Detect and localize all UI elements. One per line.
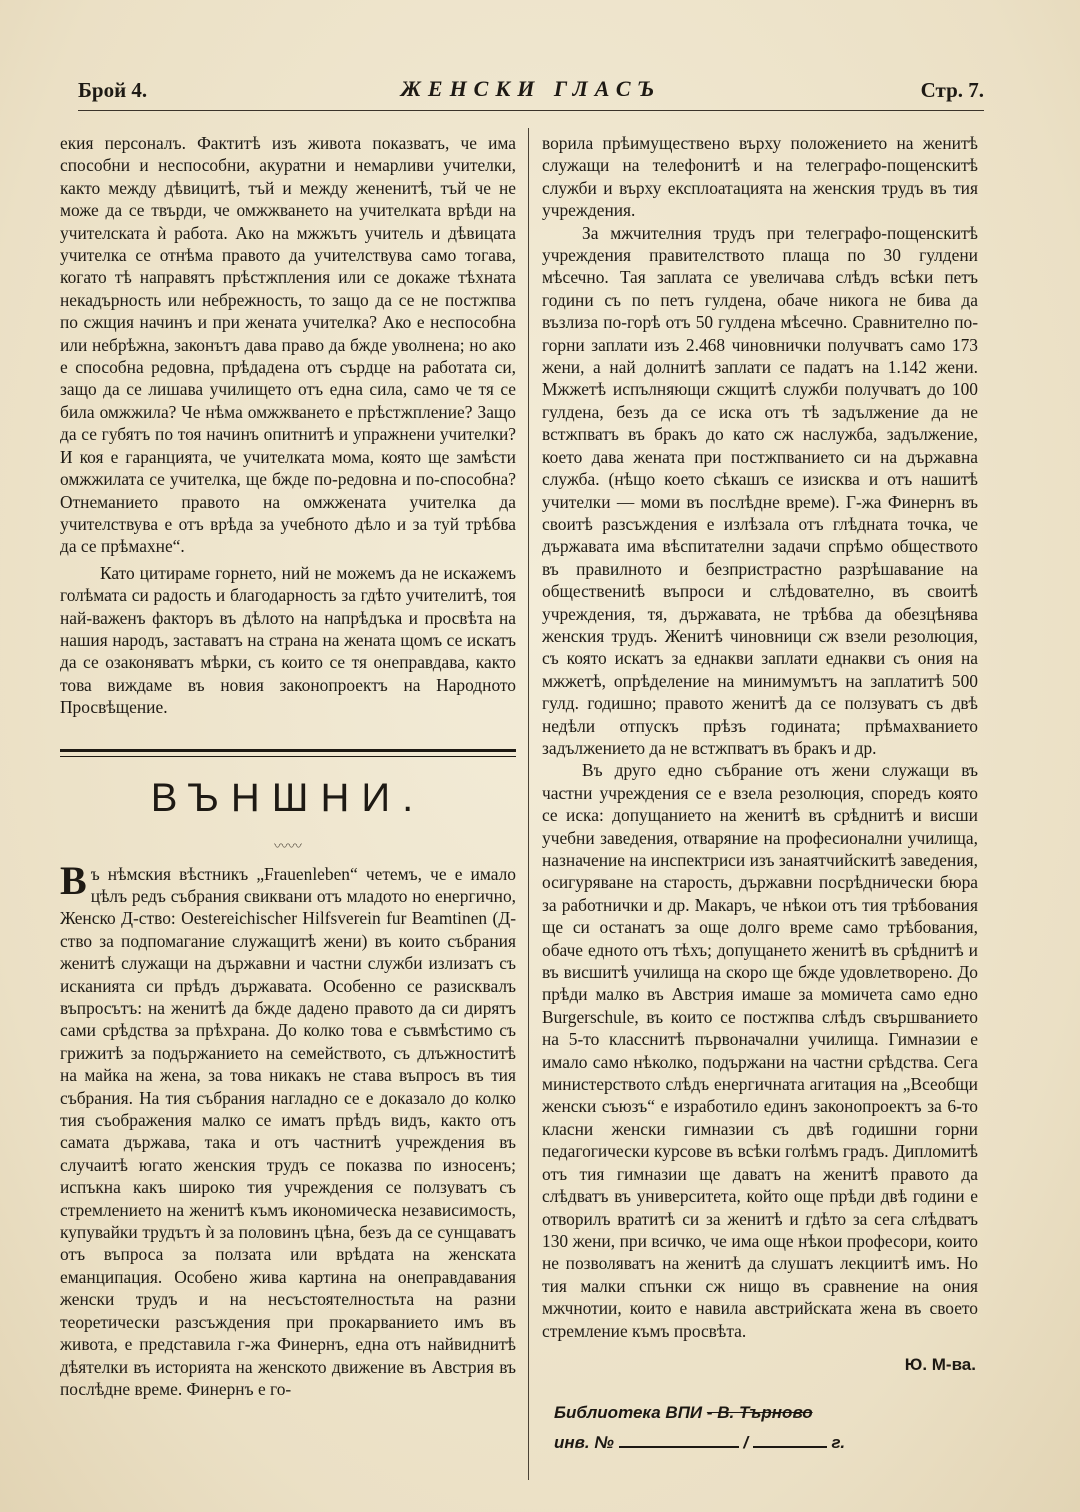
- page-header: [78, 70, 984, 111]
- stamp-separator: /: [743, 1433, 749, 1453]
- issue-number: Брой 4.: [78, 78, 148, 102]
- right-column: [542, 132, 978, 1458]
- article-paragraph-2: Като цитираме горнето, ний не можемъ да не искажемъ голѣмата си радость и благодарность за гдѣто учителитѣ, тоя най-важенъ факторъ въ дѣлото на напрѣдъка и просвѣта на нашия народъ, заставатъ на страна на жената щомъ се искатъ да се озаконяватъ мѣрки, съ които се тя онеправдава, както това виждаме въ новия законопроектъ на Народното Просвѣщение.: [60, 562, 516, 718]
- article-continuation: ворила прѣимуществено върху положението на женитѣ служащи на телефонитѣ и на телеграфо-пощенскитѣ служби и върху експлоатацията на женския трудъ въ тия учреждения.: [542, 133, 978, 221]
- stamp-year-suffix: г.: [831, 1433, 846, 1453]
- author-signature: Ю. М-ва.: [904, 1354, 976, 1374]
- left-column: [60, 132, 516, 1400]
- stamp-line-2: [554, 1428, 978, 1458]
- stamp-blank-year: [753, 1430, 827, 1448]
- stamp-line-1: [554, 1398, 978, 1428]
- foreign-news-paragraph: [60, 857, 516, 1401]
- stamp-blank-number: [619, 1430, 739, 1448]
- stamp-inventory-label: инв. №: [554, 1433, 614, 1453]
- page-number: Стр. 7.: [920, 78, 984, 102]
- section-rule: [60, 749, 516, 757]
- stamp-library-name: Библиотека ВПИ: [554, 1403, 703, 1423]
- article-paragraph-salaries: За мжчителния трудъ при телеграфо-пощенскитѣ учреждения правителството плаща по 30 гулдени мѣсечно. Тая заплата се увеличава слѣдъ всѣки петъ години съ по петъ гулдена, обаче никога не бива да възлиза по-горѣ отъ 50 гулдена мѣсечно. Сравнително по-горни заплати изъ 2.468 чиновнички получватъ само 173 жени, а най долнитѣ заплати се падатъ на 1.142 жени. Мжжетѣ испълняющи сжщитѣ служби получватъ до 100 гулдена, безъ да се иска отъ тѣ задължение да не встжпватъ въ бракъ до като сж наслужба, задължение, което дава жената при постжпванието си на държавна служба. (нѣщо което сѣкашъ се изисква и отъ нашитѣ учителки — моми въ послѣдне време). Г-жа Финернъ въ своитѣ разсъждения е излѣзала отъ глѣдната точка, че държавата има вѣспитателни задачи спрѣмо обществото въ правилното и безпристрастно разрѣшавание на обществениtѣ въпроси и слѣдователно, въ своитѣ учреждения, тя, държавата, не трѣбва да обезцѣнява женския трудъ. Женитѣ чиновници сж взели резолюция, съ която искатъ за еднакви заплати еднакви съ ония на мжжетѣ, опрѣделение на минимумътъ на заплатитѣ 500 гулд. годишно; правото женитѣ да се ползуватъ съ двѣ недѣли отпускъ прѣзъ годината; прѣмахванието задължението да не встжпватъ въ бракъ и др.: [542, 222, 978, 758]
- library-stamp: [554, 1398, 978, 1458]
- newspaper-title: ЖЕНСКИ ГЛАСЪ: [400, 76, 662, 101]
- ornament-divider: 〰〰: [274, 839, 302, 855]
- section-title: ВЪНШНИ.: [150, 775, 426, 820]
- article-paragraph-1: екия персоналъ. Фактитѣ изъ живота показватъ, че има способни и неспособни, акуратни и немарливи учителки, както между дѣвицитѣ, тъй и между жененитѣ, тъй че не може да се твърди, че омжжването на учителката врѣди на учителската ѝ работа. Ако на мжжътъ учитель и дѣвицата учителка се отнѣма правото да учителствува само тогава, когато тѣ направятъ прѣстжпления или се докаже тѣхната некадърность или небрежность, то защо да се не постжпва по сжщия начинъ и при жената учителка? Ако е неспособна или небрѣжна, законътъ дава право да бжде уволнена; но ако е способна редовна, прѣдадена отъ сърдце на работата си, защо да се лишава училището отъ една сила, само че тя се била омжжила? Че нѣма омжжването е прѣстжпление? Защо да се губятъ по тоя начинъ опитнитѣ и упражнени учителки? И коя е гаранцията, че учителката мома, която ще замѣсти омжжилата се учителка, ще бжде по-редовна и по-способна? Отнеманието правото на омжжената учителка да учителствува е отъ врѣда за учебното дѣло и за туй трѣбва да се прѣмахне“.: [60, 133, 516, 557]
- stamp-struck-text: - В. Търново: [706, 1403, 813, 1423]
- article-paragraph-resolution: Въ друго едно събрание отъ жени служащи въ частни учреждения се е взела резолюция, споредъ която се иска: допущанието на женитѣ въ срѣднитѣ и висши учебни заведения, отваряние на професионални училища, назначение на инспектриси изъ занаятчийскитѣ заведения, осигуряване на старость, държавни посрѣднически бюра за работнички и др. Макаръ, че нѣкои отъ тия трѣбования ще си останатъ за още долго време само трѣбования, обаче едното отъ тѣхъ; допущането женитѣ въ срѣднитѣ и въ висшитѣ училища на скоро ще бжде удовлетворено. До прѣди малко въ Австрия имаше за момичета само едно Burgerschule, въ които се постжпва слѣдъ свършванието на 5-то класснитѣ първоначални училища. Гимназии е имало само нѣколко, подържани на частни срѣдства. Сега министерството слѣдъ енергичната агитация на „Всеобщи женски съюзъ“ е изработило единъ законопроектъ за 6-то класни женски гимназии съ двѣ годишни горни педагогически курсове въ всѣки голѣмъ градъ. Дипломитѣ отъ тия гимназии ще даватъ на женитѣ правото да слѣдватъ въ университета, който още прѣди двѣ години е отворилъ вратитѣ си за женитѣ и гдѣто за сега слѣдватъ 130 жени, при всичко, че има още нѣкои професори, които не позволяватъ на женитѣ да слушатъ лекциитѣ имъ. Но тия малки спънки сж нищо въ сравнение на ония мжчнотии, които е навила австрийската жена въ своето стремление къмъ просвѣта.: [542, 760, 978, 1341]
- drop-cap: В: [60, 857, 87, 903]
- foreign-news-text: ъ нѣмския вѣстникъ „Frauenleben“ четемъ, че е имало цѣлъ редъ събрания свиквани отъ младото но енергично, Женско Д-ство: Oestereichischer Hilfsverein fur Beamtinen (Д-ство за подпомагание служащитѣ жени) въ които събрания женитѣ служащи на държавни и частни служби излизатъ съ исканията си прѣдъ държавата. Особенно се разисквалъ въпросътъ: на женитѣ да бжде дадено правото да си дирятъ сами срѣдства за прѣхрана. До колко това е съвмѣстимо съ грижитѣ за подържанието на семейството, съ длъжноститѣ на майка на жена, за това никакъ не става въпросъ въ тия събрания. На тия събрания нагладно се е доказало до колко тия съображения малко се иматъ прѣдъ видъ, както отъ самата държава, така и отъ частнитѣ учреждения въ случаитѣ югато женския трудъ се показва по износенъ; испъкна какъ широко тия учреждения се ползуватъ съ стремлението на женитѣ къмъ икономическа независимость, купувайки трудътъ ѝ за половинъ цѣна, безъ да се сунщаватъ отъ въпроса за ползата или врѣдата на женската еманципация. Особено жива картина на онеправдавания женски трудъ и на несъстоятелностьта на разни теоретически разсъждения при прокарванието имъ въ живота, е представила г-жа Финернъ, една отъ найвиднитѣ дѣятелки въ историята на женското движение въ Австрия въ послѣдне време. Финернъ е го-: [60, 863, 516, 1399]
- column-divider: [528, 128, 529, 1480]
